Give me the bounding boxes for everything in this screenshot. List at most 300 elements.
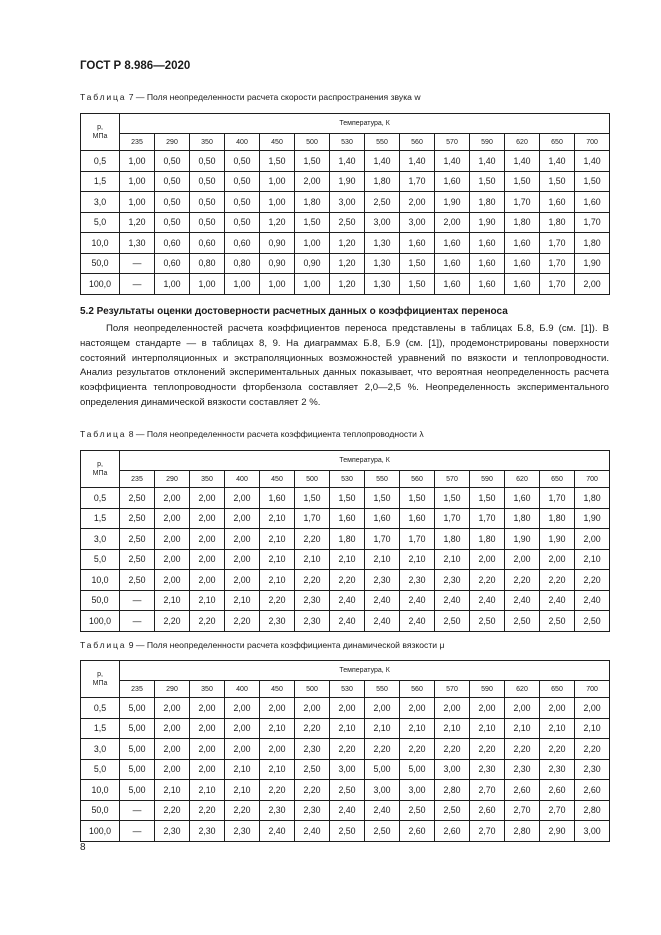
value-cell: 2,10 — [575, 549, 610, 570]
value-cell: 2,30 — [295, 800, 330, 821]
value-cell: 1,80 — [295, 192, 330, 213]
value-cell: 2,50 — [330, 780, 365, 801]
temperature-cell: 620 — [505, 681, 540, 698]
value-cell: 2,00 — [225, 488, 260, 509]
pressure-cell: 100,0 — [81, 611, 120, 632]
pressure-cell: 100,0 — [81, 274, 120, 295]
value-cell: 2,00 — [225, 739, 260, 760]
value-cell: 2,20 — [400, 739, 435, 760]
value-cell: 1,40 — [400, 151, 435, 172]
temperature-cell: 570 — [435, 471, 470, 488]
value-cell: 3,00 — [400, 780, 435, 801]
value-cell: 2,20 — [330, 570, 365, 591]
table-row — [81, 253, 610, 274]
value-cell: 2,40 — [365, 590, 400, 611]
temperature-cell: 500 — [295, 471, 330, 488]
temperature-cell: 530 — [330, 134, 365, 151]
value-cell: 1,60 — [470, 274, 505, 295]
value-cell: 2,00 — [155, 739, 190, 760]
value-cell: 2,10 — [470, 718, 505, 739]
value-cell: 1,80 — [575, 233, 610, 254]
value-cell: 0,60 — [225, 233, 260, 254]
value-cell: 2,60 — [505, 780, 540, 801]
pressure-cell: 0,5 — [81, 151, 120, 172]
value-cell: 5,00 — [365, 759, 400, 780]
value-cell: 2,00 — [155, 508, 190, 529]
pressure-label: р, — [97, 124, 103, 131]
temperature-cell: 450 — [260, 681, 295, 698]
temperature-cell: 450 — [260, 471, 295, 488]
value-cell: 1,70 — [400, 171, 435, 192]
value-cell: 2,10 — [435, 718, 470, 739]
value-cell: 1,60 — [505, 274, 540, 295]
value-cell: 0,80 — [190, 253, 225, 274]
value-cell: 2,30 — [435, 570, 470, 591]
table9-caption-text: 9 — Поля неопределенности расчета коэффициента динамической вязкости μ — [128, 640, 445, 650]
table-row — [81, 192, 610, 213]
value-cell: 2,50 — [120, 529, 155, 550]
value-cell: 2,00 — [365, 698, 400, 719]
value-cell: 3,00 — [330, 192, 365, 213]
value-cell: 2,10 — [260, 570, 295, 591]
value-cell: 2,30 — [295, 611, 330, 632]
value-cell: 2,10 — [155, 780, 190, 801]
value-cell: 1,20 — [260, 212, 295, 233]
value-cell: 5,00 — [120, 739, 155, 760]
value-cell: 5,00 — [120, 780, 155, 801]
value-cell: 2,60 — [540, 780, 575, 801]
value-cell: 2,50 — [120, 488, 155, 509]
value-cell: 2,00 — [575, 698, 610, 719]
value-cell: 1,90 — [330, 171, 365, 192]
value-cell: 1,20 — [330, 253, 365, 274]
value-cell: 2,30 — [365, 570, 400, 591]
value-cell: 1,50 — [400, 488, 435, 509]
pressure-cell: 5,0 — [81, 212, 120, 233]
temperature-cell: 500 — [295, 134, 330, 151]
value-cell: 2,00 — [435, 698, 470, 719]
pressure-header — [81, 114, 120, 151]
pressure-cell: 3,0 — [81, 192, 120, 213]
value-cell: 2,10 — [225, 759, 260, 780]
value-cell: 2,10 — [155, 590, 190, 611]
table-row — [81, 488, 610, 509]
pressure-cell: 5,0 — [81, 759, 120, 780]
value-cell: 2,10 — [330, 718, 365, 739]
section-title: 5.2 Результаты оценки достоверности расчетных данных о коэффициентах переноса — [80, 306, 508, 317]
value-cell: 2,50 — [435, 800, 470, 821]
temperature-cell: 570 — [435, 681, 470, 698]
value-cell: 0,60 — [190, 233, 225, 254]
value-cell: 1,30 — [365, 274, 400, 295]
value-cell: 2,00 — [155, 529, 190, 550]
value-cell: 2,90 — [540, 821, 575, 842]
value-cell: 2,00 — [540, 698, 575, 719]
value-cell: 1,40 — [505, 151, 540, 172]
value-cell: 2,30 — [225, 821, 260, 842]
value-cell: 2,10 — [190, 780, 225, 801]
value-cell: 0,50 — [225, 212, 260, 233]
value-cell: 1,60 — [435, 274, 470, 295]
temperature-cell: 560 — [400, 471, 435, 488]
value-cell: 2,80 — [575, 800, 610, 821]
value-cell: 2,10 — [400, 549, 435, 570]
temperature-cell: 570 — [435, 134, 470, 151]
table9 — [80, 660, 610, 842]
value-cell: 2,20 — [505, 570, 540, 591]
value-cell: 2,60 — [470, 800, 505, 821]
pressure-cell: 50,0 — [81, 253, 120, 274]
value-cell: 0,50 — [155, 192, 190, 213]
standard-header: ГОСТ Р 8.986—2020 — [80, 60, 191, 72]
value-cell: 1,40 — [575, 151, 610, 172]
value-cell: 2,30 — [295, 590, 330, 611]
value-cell: 1,90 — [540, 529, 575, 550]
temperature-cell: 650 — [540, 134, 575, 151]
value-cell: 2,00 — [540, 549, 575, 570]
value-cell: 0,50 — [155, 151, 190, 172]
value-cell: 1,70 — [435, 508, 470, 529]
value-cell: 1,30 — [365, 233, 400, 254]
table-header-row — [81, 114, 610, 134]
value-cell: 1,70 — [295, 508, 330, 529]
value-cell: 1,50 — [470, 171, 505, 192]
value-cell: 0,50 — [155, 212, 190, 233]
value-cell: 2,40 — [505, 590, 540, 611]
value-cell: 2,00 — [190, 698, 225, 719]
table-row — [81, 151, 610, 172]
value-cell: 2,40 — [575, 590, 610, 611]
table8-caption-label: Таблица — [80, 429, 127, 439]
pressure-header — [81, 661, 120, 698]
value-cell: 1,80 — [505, 212, 540, 233]
temperature-cell: 620 — [505, 134, 540, 151]
value-cell: 1,50 — [260, 151, 295, 172]
value-cell: 1,50 — [295, 151, 330, 172]
value-cell: 3,00 — [435, 759, 470, 780]
temperature-cell: 550 — [365, 471, 400, 488]
value-cell: 2,00 — [225, 529, 260, 550]
value-cell: 1,70 — [365, 529, 400, 550]
pressure-cell: 3,0 — [81, 739, 120, 760]
value-cell: 2,20 — [470, 570, 505, 591]
value-cell: 2,40 — [330, 800, 365, 821]
value-cell: 2,00 — [260, 698, 295, 719]
value-cell: 0,50 — [225, 151, 260, 172]
value-cell: 1,90 — [435, 192, 470, 213]
value-cell: 2,30 — [295, 739, 330, 760]
table-row — [81, 821, 610, 842]
value-cell: 2,20 — [435, 739, 470, 760]
table-row — [81, 274, 610, 295]
value-cell: 2,30 — [260, 800, 295, 821]
value-cell: 2,50 — [120, 549, 155, 570]
value-cell: 1,70 — [505, 192, 540, 213]
value-cell: 2,10 — [260, 549, 295, 570]
value-cell: 2,50 — [120, 508, 155, 529]
table8-caption — [80, 429, 424, 439]
section-paragraph: Поля неопределенностей расчета коэффициентов переноса представлены в таблицах Б.8, Б.9 (см. [1]). В настоящем стандарте — в таблицах 8, 9. На диаграммах Б.8, Б.9 (см. [1]), продемонстрированы поверхности состояний интерполяционных и экстраполяционных возможностей уравнений по вязкости и теплопроводности. Анализ результатов отклонений экспериментальных данных показывает, что вероятная неопределенность расчета коэффициента теплопроводности фторбензола составляет 2,0—2,5 %. Неопределенность экспериментального определения динамической вязкости составляет 2 %. — [80, 323, 609, 408]
value-cell: 2,60 — [400, 821, 435, 842]
table9-caption-label: Таблица — [80, 640, 127, 650]
value-cell: 1,80 — [435, 529, 470, 550]
temperature-cell: 290 — [155, 681, 190, 698]
value-cell: 2,20 — [575, 739, 610, 760]
value-cell: 2,20 — [190, 611, 225, 632]
value-cell: 2,30 — [400, 570, 435, 591]
value-cell: 2,00 — [225, 718, 260, 739]
value-cell: 2,00 — [435, 212, 470, 233]
value-cell: 2,60 — [435, 821, 470, 842]
value-cell: 2,30 — [505, 759, 540, 780]
pressure-cell: 0,5 — [81, 488, 120, 509]
value-cell: 1,00 — [260, 192, 295, 213]
table8 — [80, 450, 610, 632]
value-cell: 3,00 — [365, 212, 400, 233]
value-cell: 1,50 — [470, 488, 505, 509]
value-cell: 2,00 — [225, 508, 260, 529]
value-cell: 2,30 — [470, 759, 505, 780]
value-cell: 1,60 — [435, 253, 470, 274]
temperature-cell: 350 — [190, 681, 225, 698]
value-cell: 2,00 — [155, 698, 190, 719]
value-cell: 2,00 — [575, 529, 610, 550]
value-cell: 2,80 — [435, 780, 470, 801]
table7-caption — [80, 92, 421, 102]
table-row — [81, 508, 610, 529]
value-cell: 2,50 — [365, 192, 400, 213]
value-cell: 1,80 — [575, 488, 610, 509]
value-cell: 2,50 — [540, 611, 575, 632]
value-cell: 0,50 — [190, 151, 225, 172]
temperature-cell: 550 — [365, 134, 400, 151]
temperature-cell: 500 — [295, 681, 330, 698]
value-cell: — — [120, 274, 155, 295]
value-cell: 1,80 — [330, 529, 365, 550]
value-cell: 1,30 — [120, 233, 155, 254]
value-cell: 2,80 — [505, 821, 540, 842]
value-cell: 1,60 — [260, 488, 295, 509]
value-cell: 1,60 — [540, 192, 575, 213]
temperature-cell: 560 — [400, 134, 435, 151]
temperature-cell: 400 — [225, 134, 260, 151]
value-cell: 2,00 — [155, 570, 190, 591]
temperature-cell: 530 — [330, 681, 365, 698]
value-cell: 1,30 — [365, 253, 400, 274]
value-cell: — — [120, 821, 155, 842]
value-cell: 1,80 — [470, 529, 505, 550]
temperature-cell: 450 — [260, 134, 295, 151]
value-cell: 1,90 — [470, 212, 505, 233]
table-row — [81, 570, 610, 591]
temperature-header: Температура, К — [120, 451, 610, 471]
temperature-cell: 700 — [575, 471, 610, 488]
value-cell: 2,10 — [190, 590, 225, 611]
value-cell: 2,20 — [155, 611, 190, 632]
value-cell: 1,60 — [400, 508, 435, 529]
table-row — [81, 780, 610, 801]
value-cell: 2,10 — [260, 508, 295, 529]
table-row — [81, 549, 610, 570]
table7-caption-text: 7 — Поля неопределенности расчета скорости распространения звука w — [128, 92, 421, 102]
value-cell: 2,00 — [470, 549, 505, 570]
value-cell: 1,60 — [505, 253, 540, 274]
value-cell: 2,00 — [505, 549, 540, 570]
value-cell: 3,00 — [575, 821, 610, 842]
value-cell: 2,10 — [575, 718, 610, 739]
value-cell: 2,00 — [225, 570, 260, 591]
value-cell: 2,60 — [575, 780, 610, 801]
value-cell: 1,90 — [575, 253, 610, 274]
value-cell: 2,00 — [190, 549, 225, 570]
temperature-cell: 400 — [225, 471, 260, 488]
pressure-unit: МПа — [92, 133, 108, 140]
table-row — [81, 698, 610, 719]
temperature-cell: 590 — [470, 681, 505, 698]
value-cell: 1,00 — [120, 192, 155, 213]
value-cell: — — [120, 590, 155, 611]
pressure-cell: 0,5 — [81, 698, 120, 719]
temperature-row — [81, 134, 610, 151]
value-cell: 1,40 — [470, 151, 505, 172]
value-cell: 0,50 — [190, 171, 225, 192]
value-cell: 0,50 — [225, 171, 260, 192]
pressure-header — [81, 451, 120, 488]
value-cell: 1,40 — [330, 151, 365, 172]
value-cell: 2,50 — [470, 611, 505, 632]
value-cell: 1,70 — [540, 233, 575, 254]
value-cell: 2,00 — [400, 698, 435, 719]
value-cell: 5,00 — [120, 759, 155, 780]
table-row — [81, 212, 610, 233]
value-cell: — — [120, 253, 155, 274]
value-cell: 2,40 — [400, 611, 435, 632]
value-cell: 2,70 — [470, 821, 505, 842]
value-cell: 2,10 — [295, 549, 330, 570]
value-cell: 1,60 — [575, 192, 610, 213]
value-cell: 5,00 — [120, 718, 155, 739]
temperature-cell: 650 — [540, 471, 575, 488]
value-cell: 1,70 — [540, 253, 575, 274]
value-cell: 2,00 — [190, 529, 225, 550]
value-cell: 1,90 — [505, 529, 540, 550]
value-cell: 2,20 — [260, 780, 295, 801]
temperature-row — [81, 681, 610, 698]
table-row — [81, 800, 610, 821]
value-cell: 2,30 — [190, 821, 225, 842]
value-cell: 2,20 — [295, 529, 330, 550]
value-cell: 1,50 — [295, 212, 330, 233]
value-cell: 2,50 — [330, 212, 365, 233]
temperature-header: Температура, К — [120, 661, 610, 681]
value-cell: 3,00 — [330, 759, 365, 780]
value-cell: 2,50 — [505, 611, 540, 632]
value-cell: 1,70 — [540, 488, 575, 509]
value-cell: 0,90 — [260, 233, 295, 254]
pressure-cell: 5,0 — [81, 549, 120, 570]
value-cell: 2,50 — [400, 800, 435, 821]
value-cell: 2,10 — [225, 590, 260, 611]
value-cell: 2,70 — [540, 800, 575, 821]
value-cell: 2,10 — [365, 718, 400, 739]
value-cell: 2,10 — [400, 718, 435, 739]
value-cell: 2,30 — [260, 611, 295, 632]
value-cell: 1,80 — [540, 212, 575, 233]
value-cell: 2,40 — [435, 590, 470, 611]
value-cell: 2,20 — [295, 718, 330, 739]
pressure-label: р, — [97, 461, 103, 468]
temperature-cell: 560 — [400, 681, 435, 698]
value-cell: 2,00 — [190, 718, 225, 739]
value-cell: 2,20 — [225, 800, 260, 821]
value-cell: 1,80 — [365, 171, 400, 192]
value-cell: 3,00 — [400, 212, 435, 233]
value-cell: 2,40 — [260, 821, 295, 842]
value-cell: 1,40 — [435, 151, 470, 172]
value-cell: 1,00 — [260, 171, 295, 192]
value-cell: 2,10 — [260, 718, 295, 739]
value-cell: 2,40 — [365, 611, 400, 632]
value-cell: 1,40 — [365, 151, 400, 172]
pressure-cell: 10,0 — [81, 570, 120, 591]
value-cell: 0,80 — [225, 253, 260, 274]
table-header-row — [81, 451, 610, 471]
value-cell: 1,50 — [505, 171, 540, 192]
value-cell: 2,00 — [155, 488, 190, 509]
value-cell: 1,70 — [400, 529, 435, 550]
temperature-cell: 700 — [575, 681, 610, 698]
temperature-cell: 350 — [190, 471, 225, 488]
value-cell: 1,00 — [295, 233, 330, 254]
pressure-cell: 1,5 — [81, 171, 120, 192]
value-cell: 1,20 — [120, 212, 155, 233]
table-row — [81, 529, 610, 550]
pressure-label: р, — [97, 671, 103, 678]
value-cell: 2,10 — [435, 549, 470, 570]
temperature-cell: 235 — [120, 471, 155, 488]
value-cell: 1,60 — [505, 233, 540, 254]
value-cell: 1,40 — [540, 151, 575, 172]
temperature-cell: 290 — [155, 471, 190, 488]
value-cell: 2,00 — [400, 192, 435, 213]
value-cell: 1,80 — [505, 508, 540, 529]
value-cell: 2,00 — [575, 274, 610, 295]
value-cell: 2,00 — [470, 698, 505, 719]
value-cell: 2,20 — [295, 780, 330, 801]
value-cell: 2,70 — [505, 800, 540, 821]
value-cell: 1,60 — [330, 508, 365, 529]
value-cell: — — [120, 800, 155, 821]
value-cell: 2,00 — [225, 549, 260, 570]
value-cell: 0,60 — [155, 253, 190, 274]
temperature-cell: 590 — [470, 134, 505, 151]
table9-caption — [80, 640, 444, 650]
value-cell: 1,50 — [365, 488, 400, 509]
value-cell: 2,10 — [260, 529, 295, 550]
value-cell: 2,20 — [575, 570, 610, 591]
value-cell: 1,80 — [470, 192, 505, 213]
value-cell: 2,70 — [470, 780, 505, 801]
value-cell: 2,10 — [225, 780, 260, 801]
value-cell: 2,20 — [540, 570, 575, 591]
value-cell: 1,90 — [575, 508, 610, 529]
value-cell: 1,60 — [470, 233, 505, 254]
value-cell: 2,40 — [330, 590, 365, 611]
value-cell: 2,40 — [295, 821, 330, 842]
value-cell: 2,50 — [330, 821, 365, 842]
value-cell: 2,40 — [365, 800, 400, 821]
temperature-cell: 290 — [155, 134, 190, 151]
